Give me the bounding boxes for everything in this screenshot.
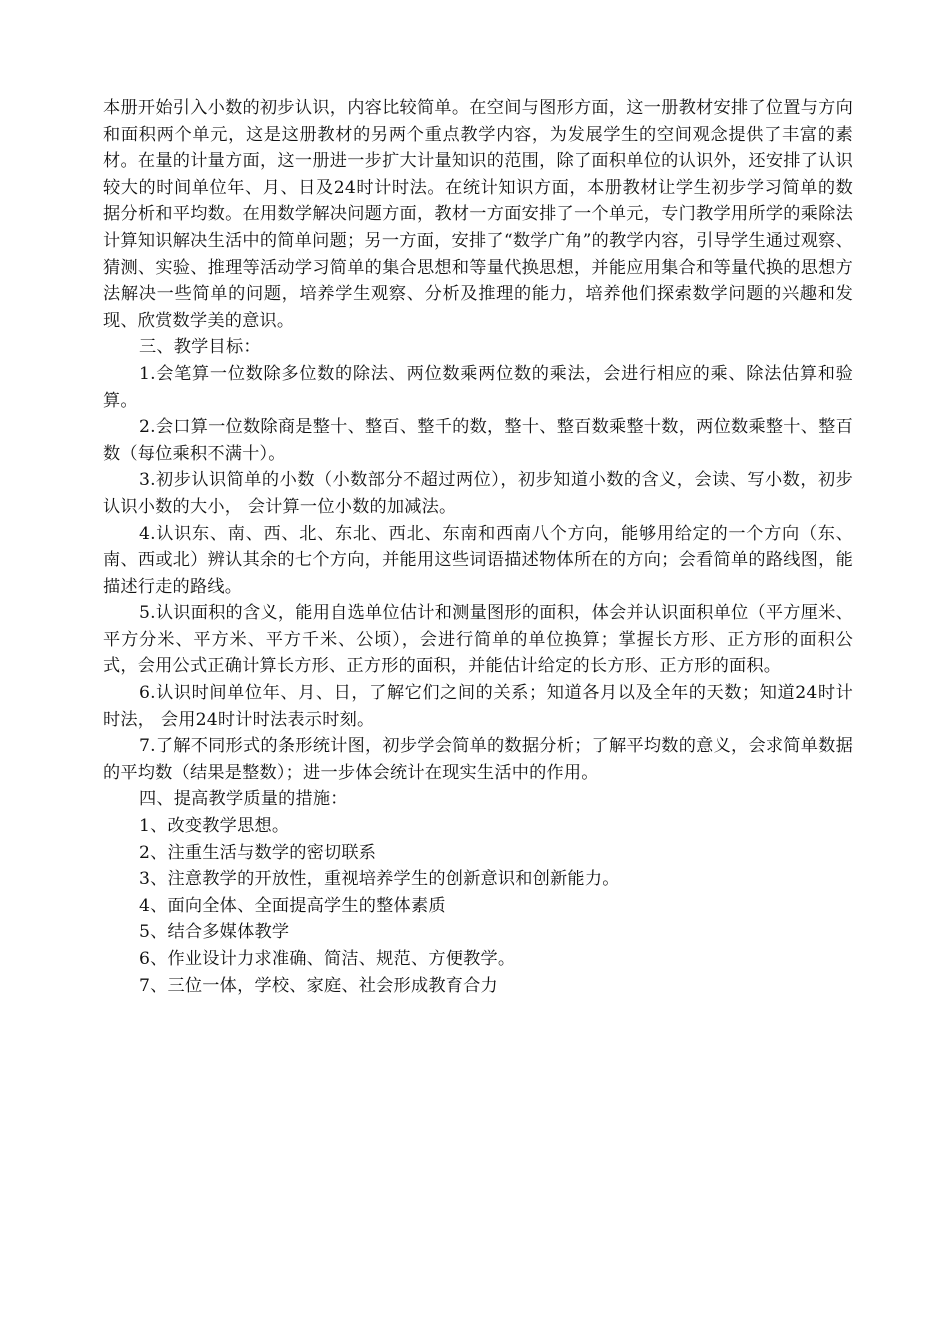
measure-item-1: 1、改变教学思想。 [139, 816, 290, 837]
measure-item-2: 2、注重生活与数学的密切联系 [139, 842, 377, 863]
goal-item-1: 1.会笔算一位数除多位数的除法、两位数乘两位数的乘法，会进行相应的乘、除法估算和验算。 [103, 363, 853, 411]
goal-item-3: 3.初步认识简单的小数（小数部分不超过两位），初步知道小数的含义，会读、写小数，初步认识小数的大小， 会计算一位小数的加减法。 [103, 470, 853, 517]
measure-item-7: 7、三位一体，学校、家庭、社会形成教育合力 [139, 975, 498, 996]
measure-item-5: 5、结合多媒体教学 [139, 922, 290, 943]
goal-item-7: 7.了解不同形式的条形统计图，初步学会简单的数据分析；了解平均数的意义，会求简单数据的平均数（结果是整数）；进一步体会统计在现实生活中的作用。 [103, 736, 853, 783]
intro-paragraph: 本册开始引入小数的初步认识，内容比较简单。在空间与图形方面，这一册教材安排了位置与方向和面积两个单元，这是这册教材的另两个重点教学内容，为发展学生的空间观念提供了丰富的素材。在量的计量方面，这一册进一步扩大计量知识的范围，除了面积单位的认识外，还安排了认识较大的时间单位年、月、日及24时计时法。在统计知识方面，本册教材让学生初步学习简单的数据分析和平均数。在用数学解决问题方面，教材一方面安排了一个单元，专门教学用所学的乘除法计算知识解决生活中的简单问题；另一方面，安排了“数学广角”的教学内容，引导学生通过观察、猜测、实验、推理等活动学习简单的集合思想和等量代换思想，并能应用集合和等量代换的思想方法解决一些简单的问题，培养学生观察、分析及推理的能力，培养他们探索数学问题的兴趣和发现、欣赏数学美的意识。 [103, 98, 853, 331]
section-heading-teaching-goals: 三、教学目标： [139, 337, 261, 358]
goal-item-5: 5.认识面积的含义，能用自选单位估计和测量图形的面积，体会并认识面积单位（平方厘米、平方分米、平方米、平方千米、公顷），会进行简单的单位换算；掌握长方形、正方形的面积公式，会用公式正确计算长方形、正方形的面积，并能估计给定的长方形、正方形的面积。 [103, 603, 853, 677]
measure-item-6: 6、作业设计力求准确、简洁、规范、方便教学。 [139, 949, 516, 969]
goal-item-6: 6.认识时间单位年、月、日，了解它们之间的关系；知道各月以及全年的天数；知道24时计时法， 会用24时计时法表示时刻。 [103, 683, 853, 730]
goal-item-2: 2.会口算一位数除商是整十、整百、整千的数，整十、整百数乘整十数，两位数乘整十、整百数（每位乘积不满十）。 [103, 417, 853, 464]
document-body [103, 95, 853, 999]
measure-item-4: 4、面向全体、全面提高学生的整体素质 [139, 895, 446, 916]
section-heading-measures: 四、提高教学质量的措施： [139, 789, 348, 810]
goal-item-4: 4.认识东、南、西、北、东北、西北、东南和西南八个方向，能够用给定的一个方向（东、南、西或北）辨认其余的七个方向，并能用这些词语描述物体所在的方向；会看简单的路线图，能描述行走的路线。 [103, 523, 853, 597]
measure-item-3: 3、注意教学的开放性，重视培养学生的创新意识和创新能力。 [139, 869, 620, 890]
